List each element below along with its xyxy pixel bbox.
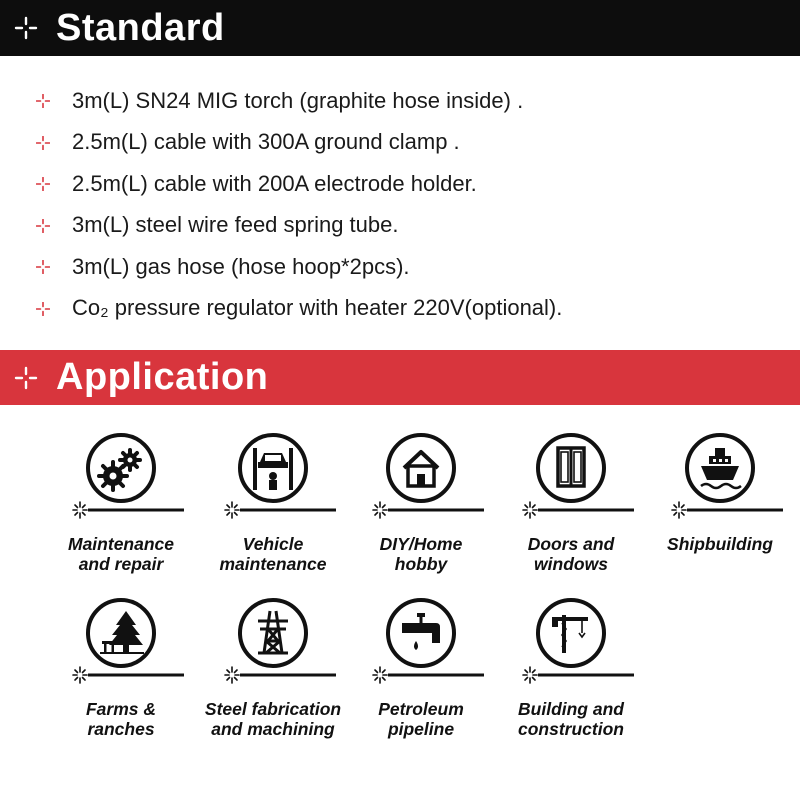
gears-icon (46, 432, 196, 528)
list-item (0, 163, 800, 205)
list-item (0, 80, 800, 122)
list-item-text: 3m(L) SN24 MIG torch (graphite hose inside) . (72, 87, 524, 113)
application-label: Maintenance and repair (68, 534, 174, 574)
sparkle-bullet-icon (36, 219, 50, 233)
application-item-doors (496, 432, 646, 574)
standard-title: Standard (56, 6, 225, 49)
list-item (0, 205, 800, 247)
list-item (0, 288, 800, 330)
application-label: Farms & ranches (85, 699, 157, 739)
application-item-steel (198, 597, 348, 739)
application-item-petroleum (346, 597, 496, 739)
application-label: Shipbuilding (667, 534, 773, 554)
standard-list (0, 80, 800, 329)
application-item-vehicle (198, 432, 348, 574)
sparkle-bullet-icon (36, 177, 50, 191)
application-label: Doors and windows (527, 534, 615, 574)
list-item (0, 246, 800, 288)
sparkle-bullet-icon (36, 136, 50, 150)
application-grid (0, 420, 800, 800)
application-item-farms (46, 597, 196, 739)
pylon-icon (198, 597, 348, 693)
sparkle-bullet-icon (36, 260, 50, 274)
tree-farm-icon (46, 597, 196, 693)
application-item-shipbuilding (645, 432, 795, 554)
list-item-text: 3m(L) steel wire feed spring tube. (72, 212, 399, 238)
list-item (0, 122, 800, 164)
sparkle-icon (14, 16, 38, 40)
list-item-text: 2.5m(L) cable with 300A ground clamp . (72, 129, 460, 155)
list-item-text: 2.5m(L) cable with 200A electrode holder. (72, 170, 477, 196)
sparkle-bullet-icon (36, 302, 50, 316)
standard-banner (0, 0, 800, 56)
car-lift-icon (198, 432, 348, 528)
application-item-diy (346, 432, 496, 574)
list-item-text: Co₂ pressure regulator with heater 220V(optional). (72, 295, 563, 321)
application-title: Application (56, 356, 269, 398)
sparkle-bullet-icon (36, 94, 50, 108)
application-item-building (496, 597, 646, 739)
door-window-icon (496, 432, 646, 528)
pipeline-tap-icon (346, 597, 496, 693)
application-label: Vehicle maintenance (219, 534, 327, 574)
house-icon (346, 432, 496, 528)
application-banner (0, 350, 800, 405)
list-item-text: 3m(L) gas hose (hose hoop*2pcs). (72, 253, 410, 279)
application-label: DIY/Home hobby (379, 534, 463, 574)
application-label: Steel fabrication and machining (204, 699, 342, 739)
sparkle-icon (14, 366, 38, 390)
crane-icon (496, 597, 646, 693)
application-label: Petroleum pipeline (378, 699, 464, 739)
application-label: Building and construction (518, 699, 624, 739)
application-item-maintenance (46, 432, 196, 574)
ship-icon (645, 432, 795, 528)
